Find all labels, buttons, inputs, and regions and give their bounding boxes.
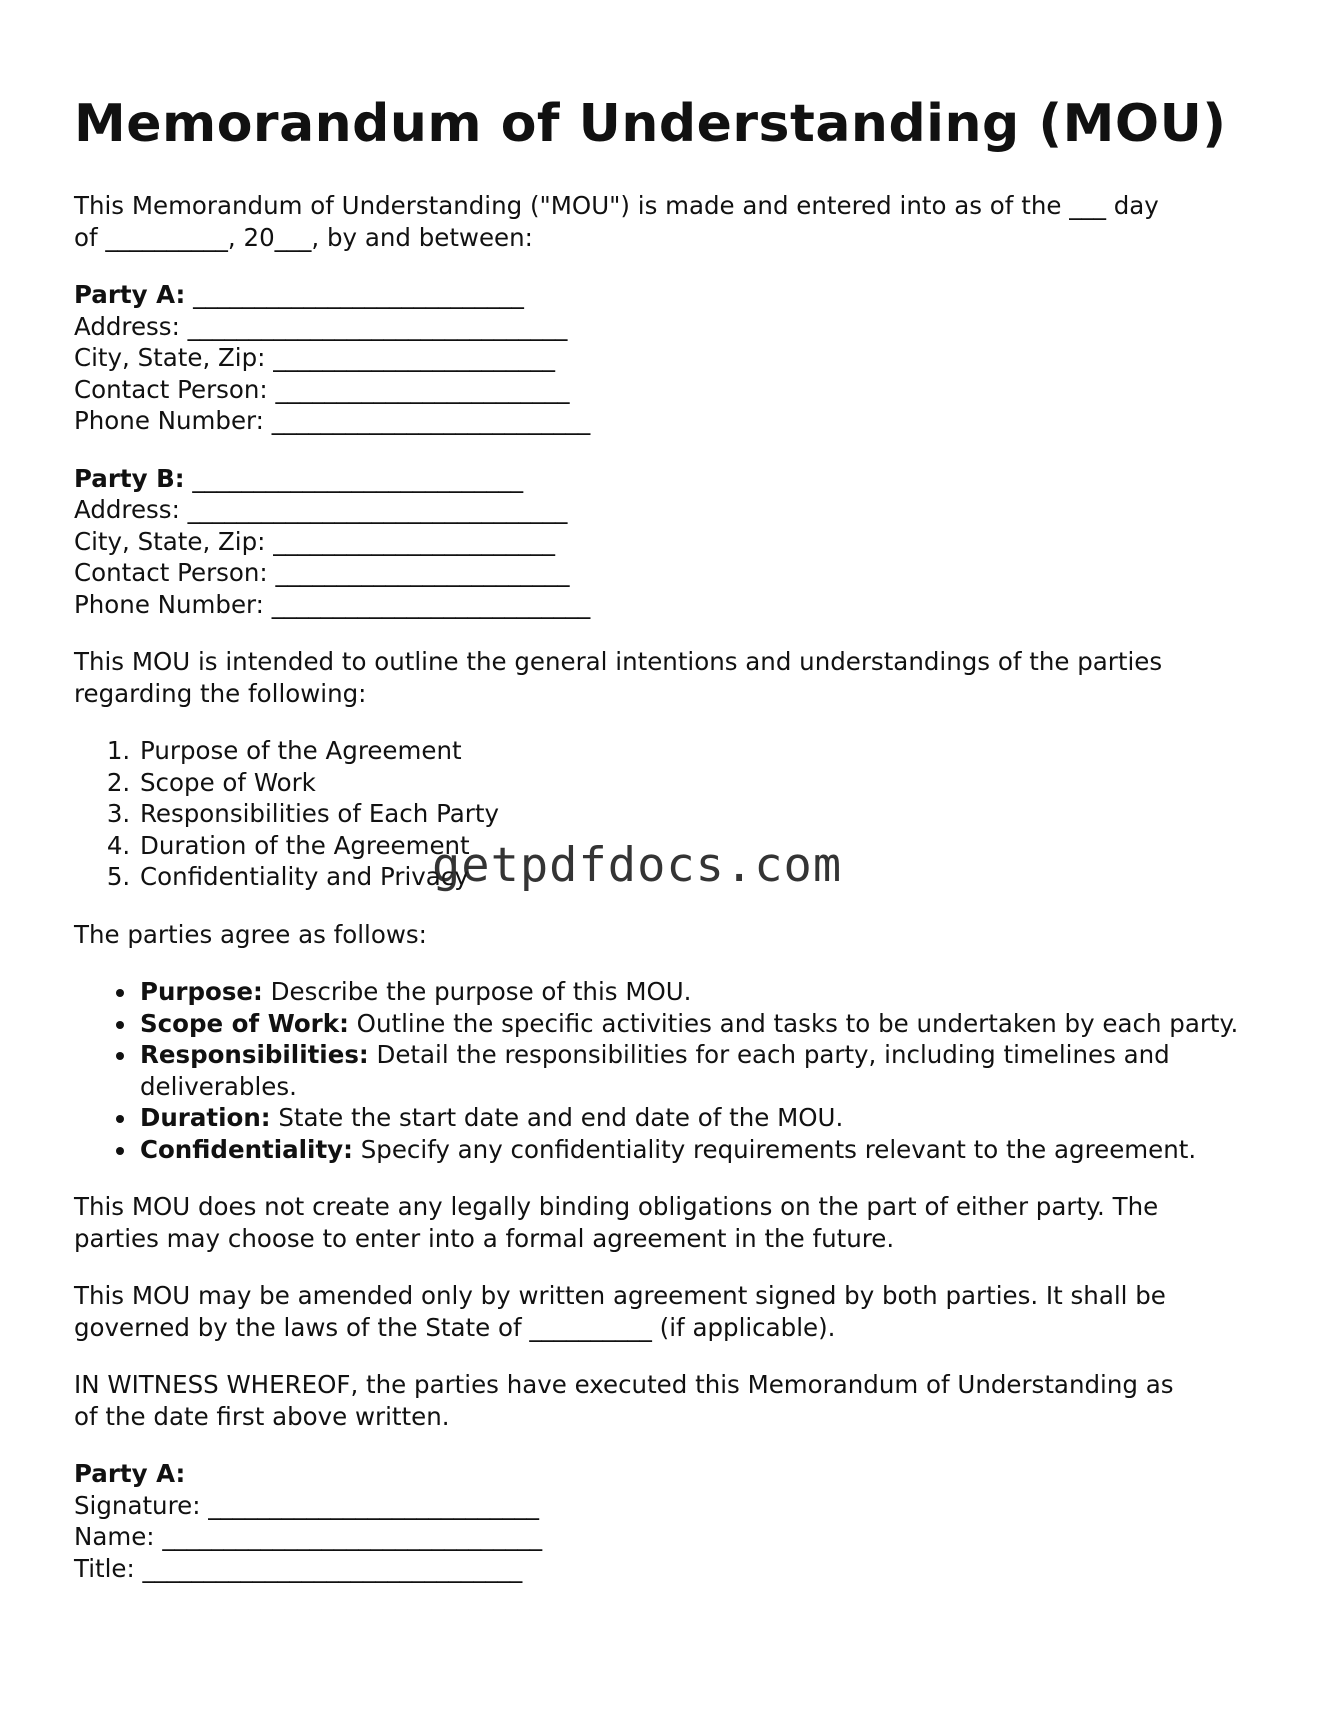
non-binding-line-1: This MOU does not create any legally binding obligations on the part of either party. The <box>74 1192 1159 1221</box>
party-a-label: Party A: <box>74 280 186 309</box>
witness-paragraph <box>74 1369 1274 1432</box>
outline-item: 2. Scope of Work <box>138 767 1274 799</box>
witness-line-2: of the date first above written. <box>74 1401 450 1431</box>
term-text: Outline the specific activities and tasks to be undertaken by each party. <box>348 1008 1239 1038</box>
signature-party-label <box>74 1458 1274 1490</box>
watermark: getpdfdocs.com <box>432 838 843 893</box>
term-item-confidentiality <box>138 1134 1274 1166</box>
term-label: Responsibilities: <box>140 1040 369 1069</box>
term-label: Purpose: <box>140 977 263 1006</box>
party-a-contact: Contact Person: ________________________ <box>74 374 570 404</box>
party-a-details <box>74 279 1274 437</box>
party-a-phone: Phone Number: __________________________ <box>74 406 591 435</box>
witness-line-1: IN WITNESS WHEREOF, the parties have executed this Memorandum of Understanding as <box>74 1370 1174 1399</box>
term-text: Describe the purpose of this MOU. <box>262 977 692 1006</box>
party-b-city: City, State, Zip: _______________________ <box>74 526 555 556</box>
party-b-address: Address: _______________________________ <box>74 495 568 524</box>
document-title: Memorandum of Understanding (MOU) <box>74 94 1227 154</box>
intro-line-2: of __________, 20___, by and between: <box>74 222 533 252</box>
terms-list <box>74 976 1274 1165</box>
intro-line-1: This Memorandum of Understanding ("MOU") is made and entered into as of the ___ day <box>74 191 1159 220</box>
term-text: State the start date and end date of the MOU. <box>270 1103 844 1132</box>
signature-block <box>74 1458 1274 1584</box>
party-b-name-line <box>74 463 1274 495</box>
party-b-phone: Phone Number: __________________________ <box>74 589 591 619</box>
outline-item: 3. Responsibilities of Each Party <box>138 798 1274 830</box>
outline-item: 4. Duration of the Agreement <box>138 830 1274 862</box>
document-page <box>74 92 1274 1610</box>
outline-intro-paragraph <box>74 646 1274 709</box>
term-item-purpose <box>138 976 1274 1008</box>
term-text: Specify any confidentiality requirements relevant to the agreement. <box>352 1134 1197 1164</box>
amendment-paragraph <box>74 1280 1274 1343</box>
term-text: Detail the responsibilities for each party, including timelines and deliverables. <box>140 1040 1170 1101</box>
party-b-label: Party B: <box>74 463 185 493</box>
term-label: Confidentiality: <box>140 1134 353 1164</box>
signature-line: Signature: ___________________________ <box>74 1490 539 1520</box>
intro-paragraph <box>74 190 1274 253</box>
term-item-scope <box>138 1008 1274 1040</box>
party-b-contact: Contact Person: ________________________ <box>74 558 570 587</box>
party-b-name-blank: ___________________________ <box>184 463 524 493</box>
signature-title-line: Title: _______________________________ <box>74 1553 523 1583</box>
term-label: Duration: <box>140 1103 271 1132</box>
party-a-address: Address: _______________________________ <box>74 311 568 341</box>
party-a-name-line <box>74 279 1274 311</box>
signature-party-label-text: Party A: <box>74 1459 186 1488</box>
agree-intro: The parties agree as follows: <box>74 919 427 949</box>
party-a-name-blank: ___________________________ <box>185 280 524 309</box>
party-b-details <box>74 463 1274 621</box>
non-binding-paragraph <box>74 1191 1274 1254</box>
term-label: Scope of Work: <box>140 1008 349 1038</box>
outline-item: 5. Confidentiality and Privacy <box>138 861 1274 893</box>
party-a-city: City, State, Zip: _______________________ <box>74 343 555 372</box>
outline-list <box>74 735 1274 893</box>
amendment-line-2: governed by the laws of the State of __________ (if applicable). <box>74 1312 836 1342</box>
outline-intro-line-1: This MOU is intended to outline the general intentions and understandings of the parties <box>74 647 1163 676</box>
amendment-line-1: This MOU may be amended only by written agreement signed by both parties. It shall be <box>74 1281 1166 1310</box>
signature-name-line: Name: _______________________________ <box>74 1522 543 1551</box>
non-binding-line-2: parties may choose to enter into a formal agreement in the future. <box>74 1223 895 1253</box>
term-item-responsibilities <box>138 1039 1274 1102</box>
outline-item: 1. Purpose of the Agreement <box>138 735 1274 767</box>
outline-intro-line-2: regarding the following: <box>74 678 367 708</box>
term-item-duration <box>138 1102 1274 1134</box>
